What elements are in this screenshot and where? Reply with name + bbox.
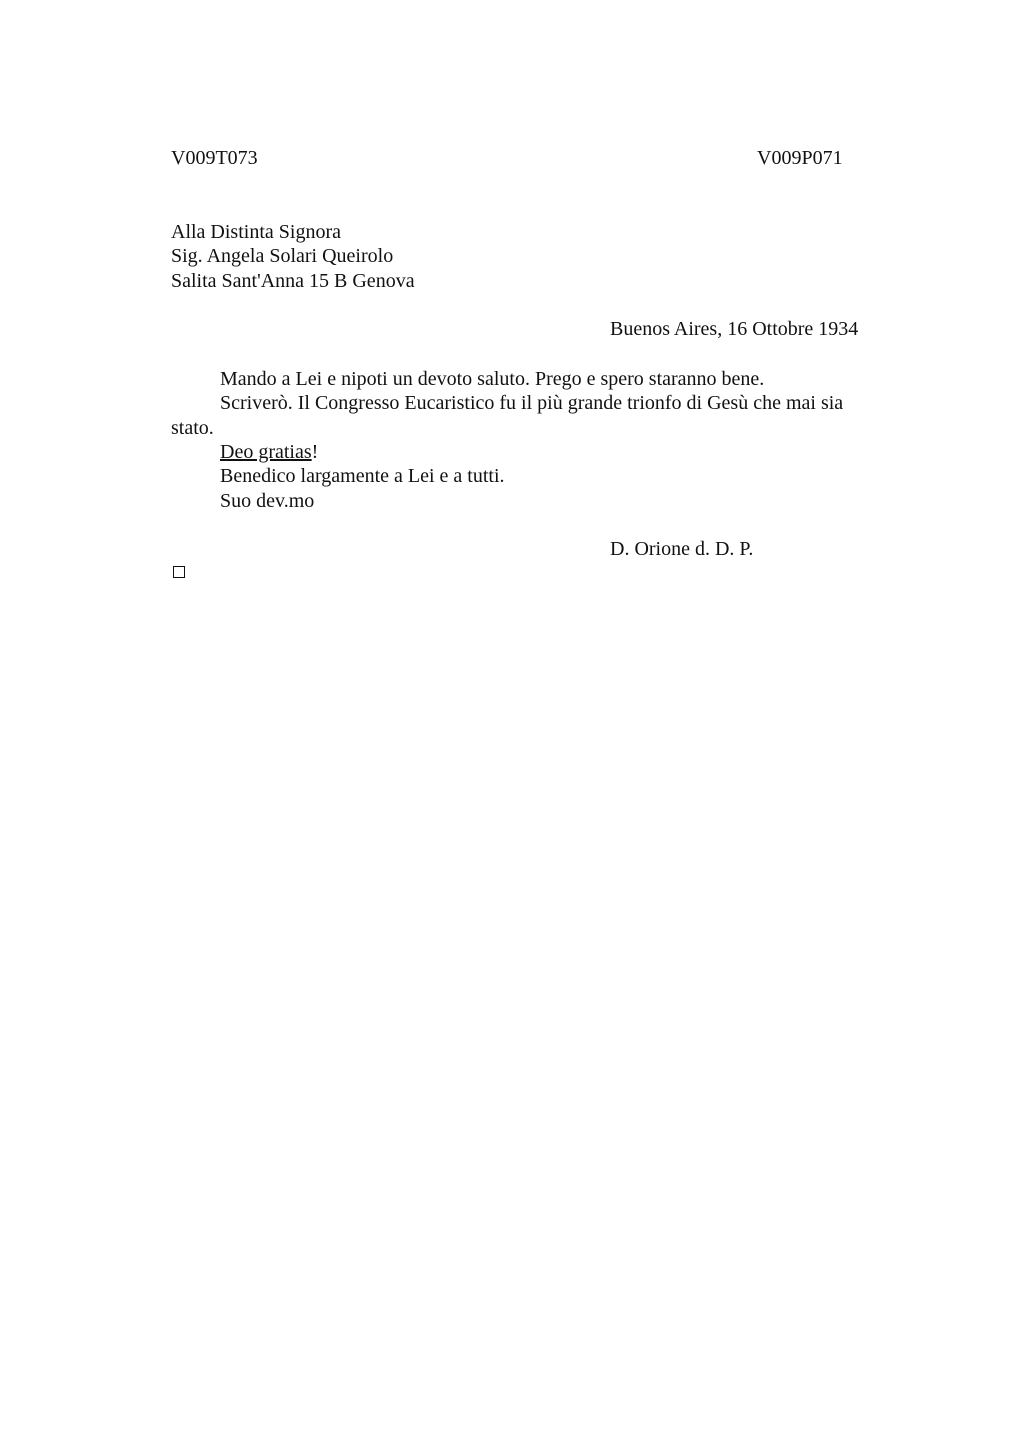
deo-gratias-text: Deo gratias [220, 441, 312, 463]
address-line-1: Alla Distinta Signora [171, 221, 341, 243]
dateline: Buenos Aires, 16 Ottobre 1934 [610, 318, 859, 340]
body-paragraph-2-line-1: Scriverò. Il Congresso Eucaristico fu il più grande trionfo di Gesù che mai sia [220, 392, 844, 414]
signature: D. Orione d. D. P. [610, 538, 754, 560]
document-code-left: V009T073 [171, 147, 258, 169]
address-line-3: Salita Sant'Anna 15 B Genova [171, 270, 415, 292]
body-paragraph-5: Suo dev.mo [220, 490, 315, 512]
exclamation-text: ! [311, 441, 319, 463]
body-paragraph-1: Mando a Lei e nipoti un devoto saluto. Prego e spero staranno bene. [220, 368, 765, 390]
empty-square-icon [173, 566, 185, 578]
document-code-right: V009P071 [757, 147, 843, 169]
address-line-2: Sig. Angela Solari Queirolo [171, 245, 394, 267]
body-paragraph-4: Benedico largamente a Lei e a tutti. [220, 465, 505, 487]
body-paragraph-2-line-2: stato. [171, 417, 214, 439]
body-paragraph-3 [220, 440, 318, 464]
